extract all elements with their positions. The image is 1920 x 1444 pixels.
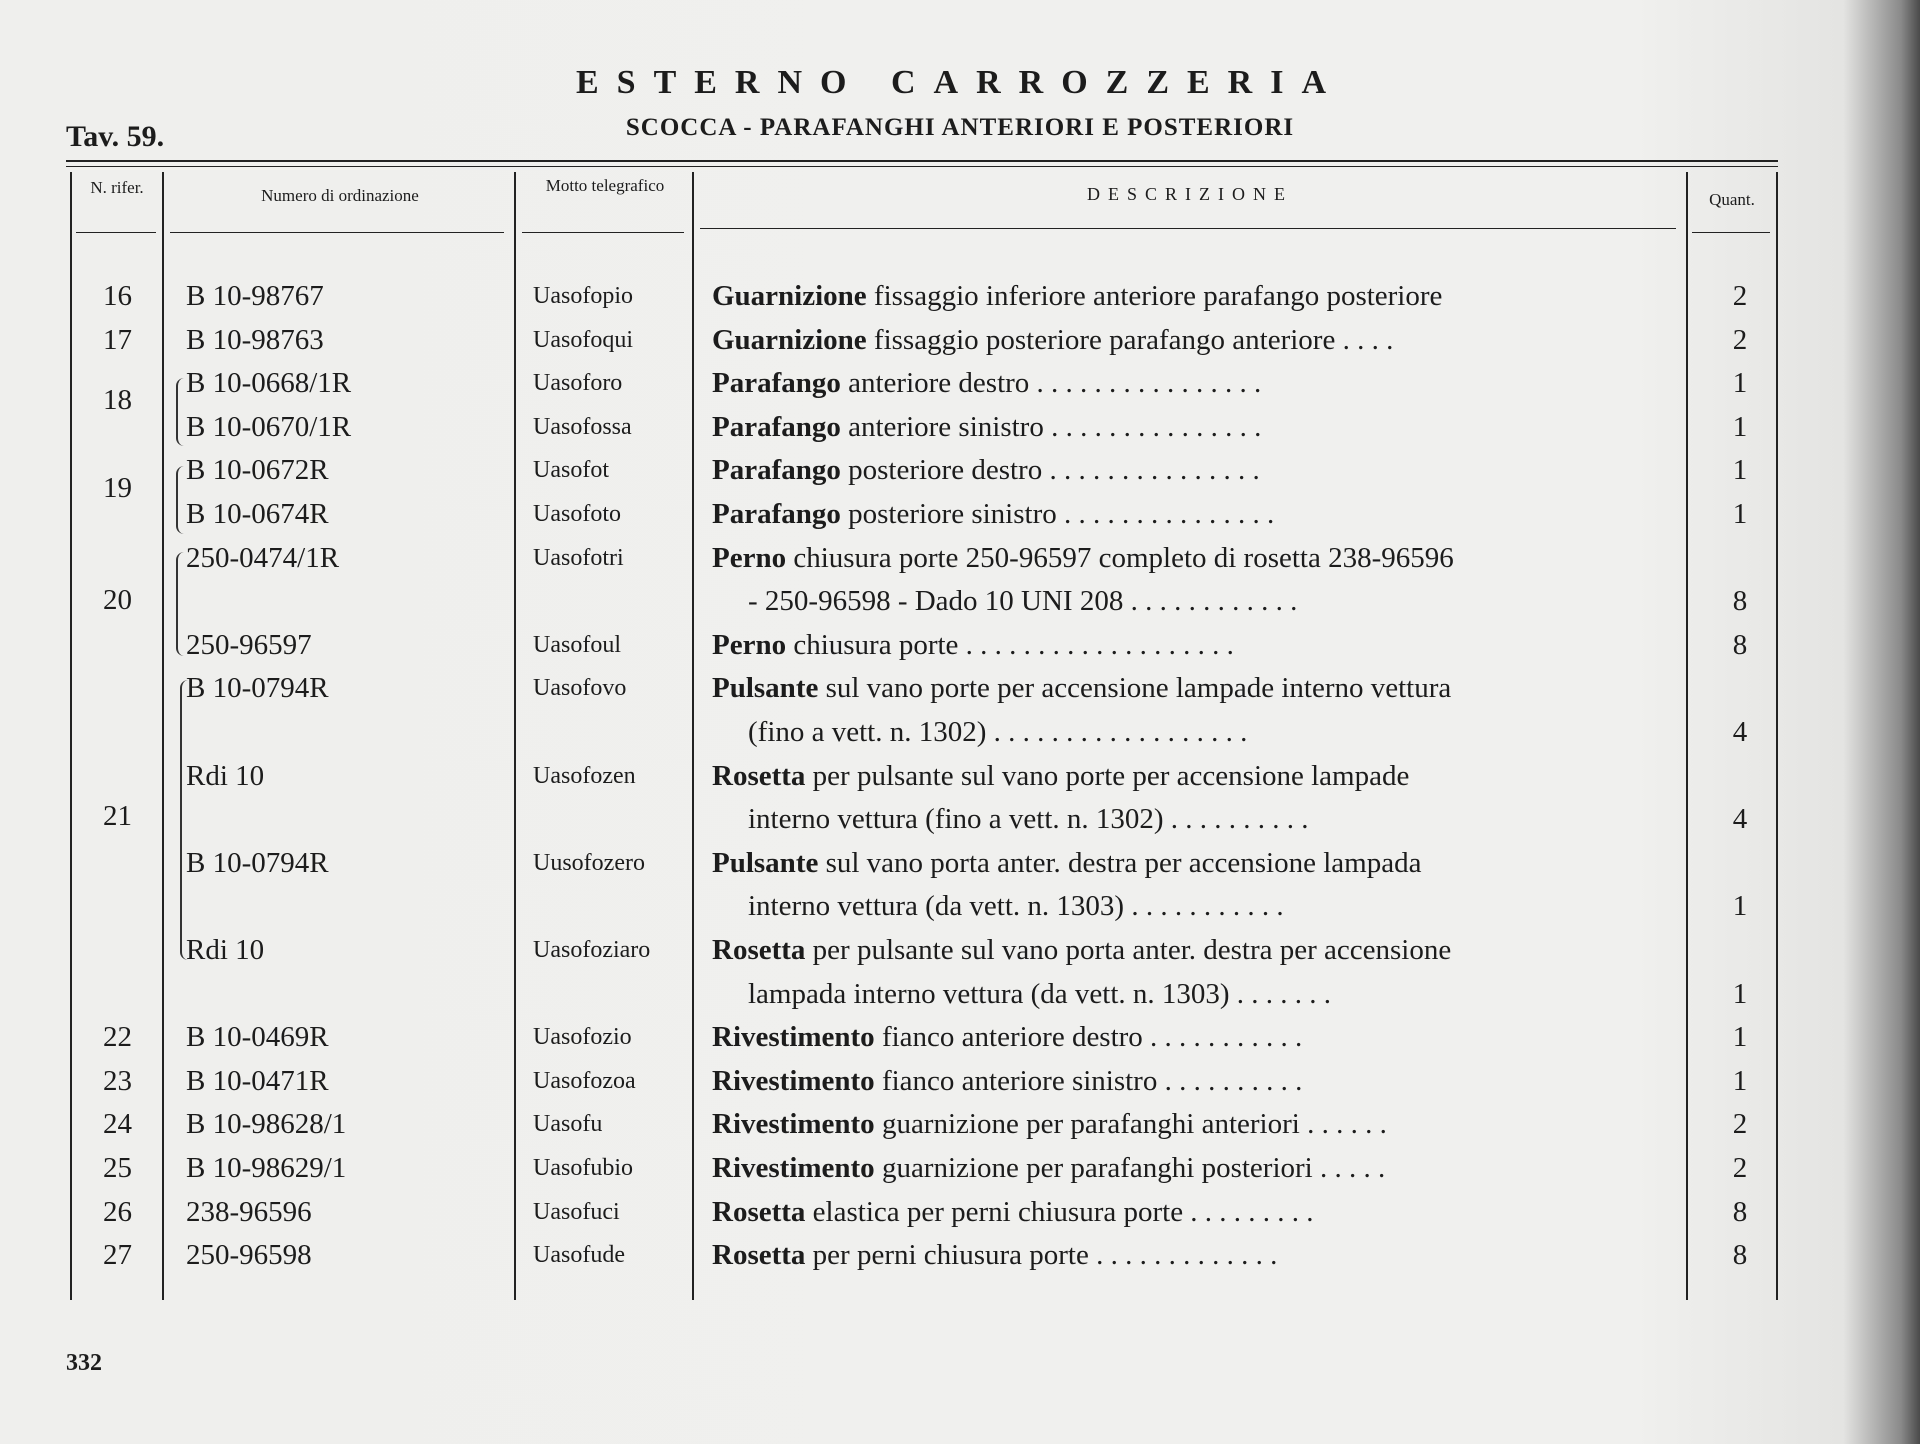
header-underline: [700, 228, 1676, 229]
description-keyword: Guarnizione: [712, 323, 867, 356]
description-keyword: Guarnizione: [712, 280, 867, 312]
quantity: 8: [1732, 585, 1748, 618]
table-row: [0, 797, 1920, 841]
description-text: chiusura porte . . . . . . . . . . . . . . . . . . .: [793, 628, 1234, 661]
description: [748, 972, 1700, 1016]
quantity: 1: [1732, 1064, 1748, 1097]
table-row: [0, 1015, 1920, 1059]
description: [712, 492, 1664, 536]
description: [712, 361, 1664, 405]
description: [712, 841, 1664, 885]
quantity: 4: [1732, 803, 1748, 836]
top-rule-2: [66, 166, 1778, 167]
description-keyword: Rosetta: [712, 1239, 806, 1272]
description-keyword: Rosetta: [712, 1195, 806, 1228]
description-keyword: Rivestimento: [712, 1152, 875, 1184]
telegraphic-code: Uasofovo: [533, 675, 627, 702]
description-text: interno vettura (da vett. n. 1303) . . . . . . . . . . .: [748, 890, 1284, 923]
description: [712, 1233, 1664, 1277]
description-text: elastica per perni chiusura porte . . . . . . . . .: [812, 1195, 1314, 1228]
group-ref-19: 19: [103, 472, 132, 504]
description-keyword: Perno: [712, 541, 787, 574]
table-row: [0, 1233, 1920, 1277]
table-row: [0, 405, 1920, 449]
description: [712, 666, 1664, 710]
table-row: [0, 754, 1920, 798]
description-text: per pulsante sul vano porta anter. destra per accensione: [812, 934, 1452, 966]
table-row: [0, 1102, 1920, 1146]
telegraphic-code: Uasofotri: [533, 544, 624, 571]
description-text: (fino a vett. n. 1302) . . . . . . . . . . . . . . . . . .: [748, 716, 1248, 748]
group-ref-20: 20: [103, 584, 132, 616]
table-row: [0, 318, 1920, 362]
table-row: [0, 492, 1920, 536]
header-underline: [1692, 232, 1770, 233]
description-text: guarnizione per parafanghi posteriori . . . . .: [881, 1152, 1386, 1184]
description: [748, 579, 1700, 623]
table-row: [0, 274, 1920, 318]
description: [712, 274, 1664, 318]
description: [712, 1059, 1664, 1103]
header-description: DESCRIZIONE: [1087, 184, 1293, 204]
quantity: 1: [1732, 367, 1748, 400]
telegraphic-code: Uasofubio: [533, 1155, 633, 1181]
description: [748, 710, 1700, 754]
order-number: B 10-0672R: [186, 454, 329, 487]
table-row: [0, 361, 1920, 405]
order-number: B 10-98628/1: [186, 1108, 347, 1141]
description-text: fissaggio posteriore parafango anteriore . . . .: [873, 323, 1394, 356]
section-subtitle: SCOCCA - PARAFANGHI ANTERIORI E POSTERIORI: [625, 114, 1295, 141]
description-keyword: Parafango: [712, 454, 841, 487]
description-text: per pulsante sul vano porte per accensione lampade: [812, 759, 1410, 792]
description-keyword: Pulsante: [712, 672, 819, 705]
group-ref-21: 21: [103, 800, 132, 832]
order-number: Rdi 10: [186, 934, 265, 966]
telegraphic-code: Uasofoqui: [533, 326, 633, 353]
description-keyword: Parafango: [712, 410, 841, 443]
quantity: 1: [1732, 977, 1748, 1010]
ref-number: 16: [103, 280, 132, 312]
telegraphic-code: Uasofossa: [533, 413, 632, 440]
description-keyword: Pulsante: [712, 846, 819, 879]
telegraphic-code: Uasofoto: [533, 501, 621, 527]
header-ref: N. rifer.: [90, 178, 144, 197]
description: [712, 405, 1664, 449]
description-text: chiusura porte 250-96597 completo di rosetta 238-96596: [793, 541, 1454, 574]
quantity: 1: [1732, 498, 1748, 530]
table-row: [0, 1190, 1920, 1234]
top-rule: [66, 160, 1778, 162]
telegraphic-code: Uasofoziaro: [533, 937, 651, 963]
description: [712, 448, 1664, 492]
order-number: B 10-0471R: [186, 1064, 329, 1097]
table-row: [0, 928, 1920, 972]
telegraphic-code: Uasofozen: [533, 762, 636, 789]
order-number: B 10-0794R: [186, 846, 329, 879]
quantity: 8: [1732, 1195, 1748, 1228]
telegraphic-code: Uasofot: [533, 457, 609, 484]
order-number: B 10-98629/1: [186, 1152, 347, 1184]
header-order: Numero di ordinazione: [261, 186, 419, 205]
table-row: [0, 623, 1920, 667]
description-text: anteriore sinistro . . . . . . . . . . . . . . .: [848, 410, 1262, 443]
telegraphic-code: Uasofopio: [533, 283, 633, 309]
description-text: interno vettura (fino a vett. n. 1302) . . . . . . . . . .: [748, 803, 1309, 836]
quantity: 8: [1732, 628, 1748, 661]
page-number: 332: [66, 1350, 102, 1376]
table-row: [0, 972, 1920, 1016]
order-number: 238-96596: [186, 1195, 312, 1228]
description: [712, 1190, 1664, 1234]
description-keyword: Rivestimento: [712, 1108, 875, 1141]
table-row: [0, 579, 1920, 623]
order-number: B 10-0794R: [186, 672, 329, 705]
header-quantity: Quant.: [1709, 190, 1755, 209]
telegraphic-code: Uasofude: [533, 1242, 625, 1269]
quantity: 2: [1732, 323, 1748, 356]
description-keyword: Parafango: [712, 367, 841, 400]
telegraphic-code: Uusofozero: [533, 849, 645, 876]
description: [748, 797, 1700, 841]
table-row: [0, 448, 1920, 492]
description-keyword: Rosetta: [712, 934, 806, 966]
description-text: per perni chiusura porte . . . . . . . . . . . . .: [812, 1239, 1278, 1272]
quantity: 1: [1732, 410, 1748, 443]
description-text: lampada interno vettura (da vett. n. 1303) . . . . . . .: [748, 977, 1332, 1010]
table-row: [0, 1059, 1920, 1103]
header-underline: [170, 232, 504, 233]
quantity: 1: [1732, 890, 1748, 923]
quantity: 1: [1732, 454, 1748, 487]
description-text: sul vano porta anter. destra per accensione lampada: [825, 846, 1422, 879]
description: [712, 623, 1664, 667]
ref-number: 24: [103, 1108, 132, 1141]
description-text: posteriore sinistro . . . . . . . . . . . . . . .: [848, 498, 1275, 530]
description-text: posteriore destro . . . . . . . . . . . . . . .: [848, 454, 1260, 487]
description-text: anteriore destro . . . . . . . . . . . . . . . .: [848, 367, 1262, 400]
description-keyword: Parafango: [712, 498, 841, 530]
ref-number: 17: [103, 323, 132, 356]
description-text: guarnizione per parafanghi anteriori . . . . . .: [881, 1108, 1387, 1141]
quantity: 8: [1732, 1239, 1748, 1272]
order-number: 250-96597: [186, 628, 312, 661]
header-motto: Motto telegrafico: [545, 176, 665, 195]
description: [712, 928, 1664, 972]
table-row: [0, 841, 1920, 885]
order-number: 250-96598: [186, 1239, 312, 1272]
description: [712, 1146, 1664, 1190]
order-number: Rdi 10: [186, 759, 265, 792]
description-text: sul vano porte per accensione lampade interno vettura: [825, 672, 1452, 705]
quantity: 2: [1732, 1152, 1748, 1184]
telegraphic-code: Uasoforo: [533, 370, 623, 397]
telegraphic-code: Uasofuci: [533, 1198, 620, 1225]
order-number: B 10-0668/1R: [186, 367, 352, 400]
ref-number: 22: [103, 1021, 132, 1054]
ref-number: 25: [103, 1152, 132, 1184]
description: [712, 754, 1664, 798]
telegraphic-code: Uasofu: [533, 1111, 603, 1138]
header-underline: [522, 232, 684, 233]
description-keyword: Perno: [712, 628, 787, 661]
table-number: Tav. 59.: [66, 120, 165, 153]
group-ref-18: 18: [103, 384, 132, 416]
table-row: [0, 884, 1920, 928]
ref-number: 27: [103, 1239, 132, 1272]
description-text: fissaggio inferiore anteriore parafango posteriore: [873, 280, 1443, 312]
table-row: [0, 710, 1920, 754]
order-number: B 10-98763: [186, 323, 324, 356]
quantity: 1: [1732, 1021, 1748, 1054]
description: [748, 884, 1700, 928]
telegraphic-code: Uasofozoa: [533, 1067, 636, 1094]
order-number: B 10-0674R: [186, 498, 329, 530]
description-text: - 250-96598 - Dado 10 UNI 208 . . . . . . . . . . . .: [748, 585, 1298, 618]
description-text: fianco anteriore sinistro . . . . . . . . . .: [881, 1064, 1303, 1097]
description-keyword: Rosetta: [712, 759, 806, 792]
order-number: B 10-0670/1R: [186, 410, 352, 443]
ref-number: 26: [103, 1195, 132, 1228]
quantity: 4: [1732, 716, 1748, 748]
description-keyword: Rivestimento: [712, 1064, 875, 1097]
quantity: 2: [1732, 280, 1748, 312]
telegraphic-code: Uasofoul: [533, 631, 621, 658]
order-number: B 10-0469R: [186, 1021, 329, 1054]
table-row: [0, 536, 1920, 580]
order-number: 250-0474/1R: [186, 541, 340, 574]
description-text: fianco anteriore destro . . . . . . . . . . .: [881, 1021, 1303, 1054]
header-underline: [76, 232, 156, 233]
description-keyword: Rivestimento: [712, 1021, 875, 1054]
table-row: [0, 666, 1920, 710]
description: [712, 1015, 1664, 1059]
description: [712, 318, 1664, 362]
ref-number: 23: [103, 1064, 132, 1097]
quantity: 2: [1732, 1108, 1748, 1141]
order-number: B 10-98767: [186, 280, 324, 312]
description: [712, 536, 1664, 580]
table-row: [0, 1146, 1920, 1190]
description: [712, 1102, 1664, 1146]
telegraphic-code: Uasofozio: [533, 1024, 632, 1051]
section-title: ESTERNO CARROZZERIA: [575, 64, 1345, 101]
